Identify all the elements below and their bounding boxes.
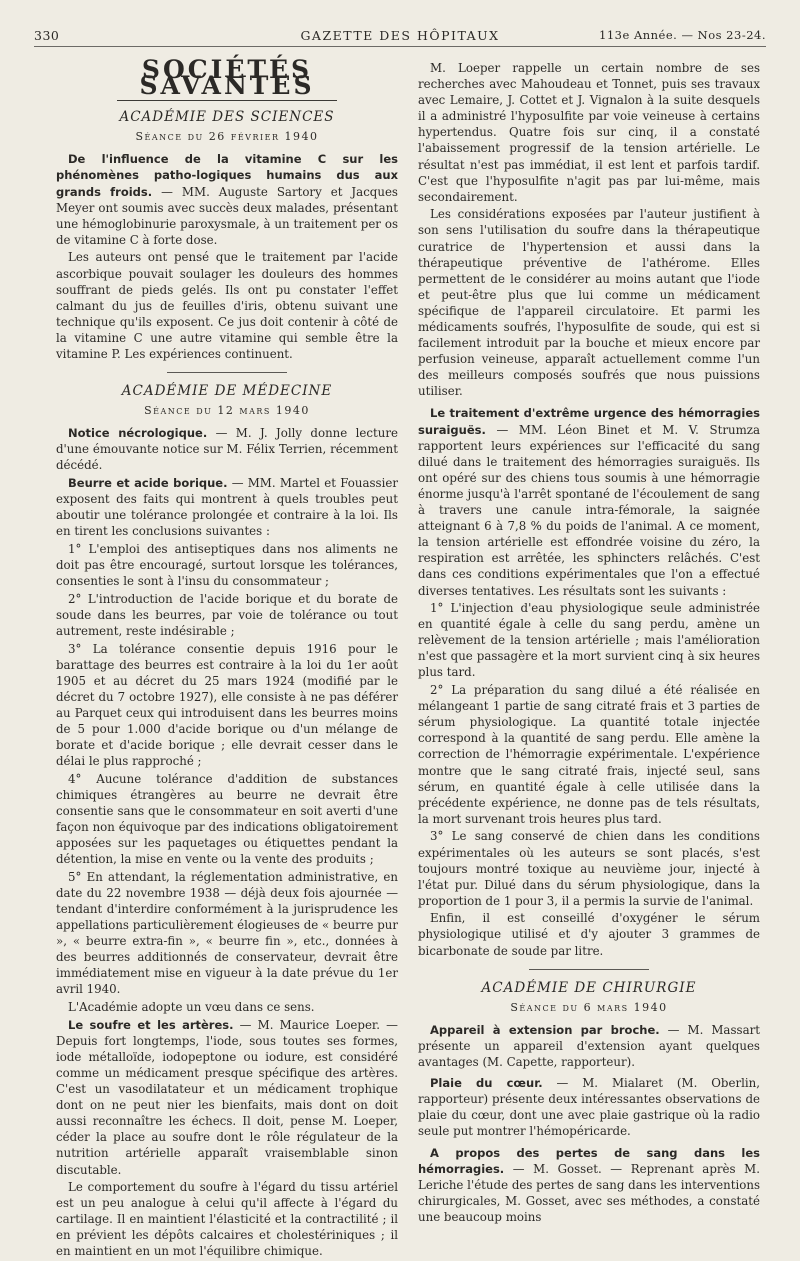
issue-number: 113e Année. — Nos 23-24. [599,28,766,42]
academy-medecine-heading: ACADÉMIE DE MÉDECINE [121,383,333,400]
article-pertes [418,1145,760,1225]
article-heading: Plaie du cœur. [430,1076,543,1091]
seance-date: Séance du 12 mars 1940 [144,404,310,418]
seance-date: Séance du 6 mars 1940 [510,1000,668,1014]
article-hemorragies [418,405,760,598]
article-appareil [418,1022,760,1070]
list-item: 1° L'injection d'eau physiologique seule administrée en quantité égale à celle du sang perdu, amène un relèvement de la tension artérielle ; mais l'amélioration n'est que passagère et la mort survient cinq à six heures plus tard. [418,601,760,680]
seance-date: Séance du 26 février 1940 [135,130,319,144]
journal-title: GAZETTE DES HÔPITAUX [300,28,500,43]
article-vitamine [56,151,398,248]
article-heading: Notice nécrologique. [68,426,208,441]
article-text: — M. Mialaret (M. Oberlin, rapporteur) présente deux intéressantes observations de plaie du cœur, dont une avec plaie gastrique où la radio seule put montrer l'hémopéricarde. [418,1076,760,1139]
section-divider [529,969,649,970]
list-item: 2° La préparation du sang dilué a été réalisée en mélangeant 1 partie de sang citraté frais et 3 parties de sérum physiologique. La quantité totale injectée correspond à la quantité de sang perdu. Elle amène la correction de l'hémorragie expérimentale. L'expérience montre que le sang citraté frais, injecté seul, sans sérum, en quantité égale à celle utilisée dans la précédente expérience, ne donne pas de tels résultats, la mort survenant trois heures plus tard. [418,683,760,826]
left-column [56,55,398,1261]
paragraph: M. Loeper rappelle un certain nombre de ses recherches avec Mahoudeau et Tonnet, puis ses travaux avec Lemaire, J. Cottet et J. Vignalon à la suite desquels il a administré l'hyposulfite par voie veineuse à certains hypertendus. Quatre fois sur cinq, il a constaté l'abaissement progressif de la tension artérielle. Le résultat n'est pas immédiat, il est lent et parfois tardif. C'est que l'hyposulfite n'agit pas par lui-même, mais secondairement. [418,61,760,204]
page-header [34,24,766,47]
list-item: 2° L'introduction de l'acide borique et du borate de soude dans les beurres, par voie de tolérance ou tout autrement, reste indésirable ; [56,591,398,638]
article-heading: Le soufre et les artères. [68,1017,234,1032]
article-plaie [418,1075,760,1139]
article-beurre [56,475,398,539]
article-heading: Beurre et acide borique. [68,476,228,491]
list-item: 5° En attendant, la réglementation administrative, en date du 22 novembre 1938 — déjà deux fois ajournée — tendant d'interdire conformément à la jurisprudence les appellations particulièrement élogieuses de « beurre pur », « beurre extra-fin », « beurre fin », etc., données à des beurres additionnés de conservateur, devrait être immédiatement mise en vigueur à la date prévue du 1er avril 1940. [56,869,398,997]
article-text: — MM. Auguste Sartory et Jacques Meyer ont soumis avec succès deux malades, présentant une hémoglobinurie paroxysmale, à un traitement per os de vitamine C à forte dose. [56,184,398,247]
title-rule [117,100,337,101]
list-item: 3° Le sang conservé de chien dans les conditions expérimentales où les auteurs se sont placés, s'est toujours montré toxique au neuvième jour, injecté à l'état pur. Dilué dans du sérum physiologique, dans la proportion de 1 pour 3, il a permis la survie de l'animal. [418,829,760,908]
academy-sciences-heading: ACADÉMIE DES SCIENCES [119,109,335,126]
paragraph: Le comportement du soufre à l'égard du tissu artériel est un peu analogue à celui qu'il affecte à l'égard du cartilage. Il en maintient l'élasticité et la contractilité ; il en prévient les dépôts calcaires et cholestériniques ; il en maintient en un mot l'équilibre chimique. [56,1180,398,1259]
page-number: 330 [34,28,60,43]
list-item: 3° La tolérance consentie depuis 1916 pour le barattage des beurres est contraire à la loi du 1er août 1905 et au décret du 25 mars 1924 (modifié par le décret du 7 octobre 1927), elle consiste à ne pas déférer au Parquet ceux qui introduisent dans les beurres moins de 5 pour 1.000 d'acide borique ou d'un mélange de borate et d'acide borique ; elle devrait cesser dans le délai le plus rapproché ; [56,641,398,769]
article-text: — MM. Léon Binet et M. V. Strumza rapportent leurs expériences sur l'efficacité du sang dilué dans le traitement des hémorragies suraiguës. Ils ont opéré sur des chiens tous soumis à une hémorragie énorme jusqu'à l'arrêt spontané de l'écoulement de sang à travers une canule intra-fémorale, la saignée atteignant 6 à 7,8 % du poids de l'animal. A ce moment, la tension artérielle est effondrée voisine du zéro, la respiration est arrêtée, les sphincters relâchés. C'est dans ces conditions expérimentales que l'on a effectué diverses tentatives. Les résultats sont les suivants : [418,422,760,598]
list-item: 4° Aucune tolérance d'addition de substances chimiques étrangères au beurre ne devrait être consentie sans que le consommateur en soit averti d'une façon non équivoque par des indications obligatoirement apposées sur les paquetages ou étiquettes pendant la détention, la mise en vente ou la vente des produits ; [56,771,398,867]
paragraph: L'Académie adopte un vœu dans ce sens. [68,1000,315,1015]
article-heading: De l'influence de la vitamine C sur les phénomènes patho-logiques humains dus aux grands froids. [56,152,398,199]
article-text: — M. Maurice Loeper. — Depuis fort longtemps, l'iode, sous toutes ses formes, iode métalloïde, iodopeptone ou iodure, est considéré comme un médicament presque spécifique des artères. C'est un vasodilatateur et un médicament trophique dont on ne peut nier les bienfaits, mais dont on doit aussi reconnaître les échecs. Il doit, pense M. Loeper, céder la place au soufre dont le rôle régulateur de la nutrition artérielle apparaît vraisemblable sinon discutable. [56,1017,398,1177]
article-text: — M. Gosset. — Reprenant après M. Leriche l'étude des pertes de sang dans les interventions chirurgicales, M. Gosset, avec ses méthodes, a constaté une beaucoup moins [418,1161,760,1224]
section-title: SOCIÉTÉS SAVANTES [139,55,315,101]
right-column [418,60,760,1226]
article-heading: A propos des pertes de sang dans les hémorragies. [418,1145,760,1176]
article-text: — M. Massart présente un appareil d'extension ayant quelques avantages (M. Capette, rapporteur). [418,1022,760,1070]
paragraph: Les auteurs ont pensé que le traitement par l'acide ascorbique pouvait soulager les douleurs des hommes souffrant de pieds gelés. Ils ont pu constater l'effet calmant du jus de feuilles d'iris, obtenu suivant une technique qu'ils exposent. Ce jus doit contenir à côté de la vitamine C une autre vitamine qui semble être la vitamine P. Les expériences continuent. [56,250,398,361]
article-soufre [56,1017,398,1178]
article-heading: Le traitement d'extrême urgence des hémorragies suraiguës. [418,406,760,437]
section-divider [167,372,287,373]
article-text: — MM. Martel et Fouassier exposent des faits qui montrent à quels troubles peut aboutir une tolérance prolongée et contraire à la loi. Ils en tirent les conclusions suivantes : [56,476,398,539]
paragraph: Enfin, il est conseillé d'oxygéner le sérum physiologique utilisé et d'y ajouter 3 grammes de bicarbonate de soude par litre. [418,911,760,958]
academy-chirurgie-heading: ACADÉMIE DE CHIRURGIE [481,979,697,996]
list-item: 1° L'emploi des antiseptiques dans nos aliments ne doit pas être encouragé, surtout lorsque les tolérances, consenties le sont à l'insu du consommateur ; [56,541,398,589]
article-text: — M. J. Jolly donne lecture d'une émouvante notice sur M. Félix Terrien, récemment décédé. [56,426,398,473]
article-heading: Appareil à extension par broche. [430,1022,660,1037]
paragraph: Les considérations exposées par l'auteur justifient à son sens l'utilisation du soufre dans la thérapeutique curatrice de l'hypertension et aussi dans la thérapeutique préventive de l'athérome. Elles permettent de le considérer au moins autant que l'iode et peut-être plus que lui comme un médicament spécifique de l'appareil circulatoire. Et parmi les médicaments soufrés, l'hyposulfite de soude, qui est si facilement introduit par la bouche et mieux encore par perfusion veineuse, apparaît actuellement comme l'un des meilleurs composés soufrés que nous puissions utiliser. [418,207,760,399]
article-notice [56,425,398,473]
